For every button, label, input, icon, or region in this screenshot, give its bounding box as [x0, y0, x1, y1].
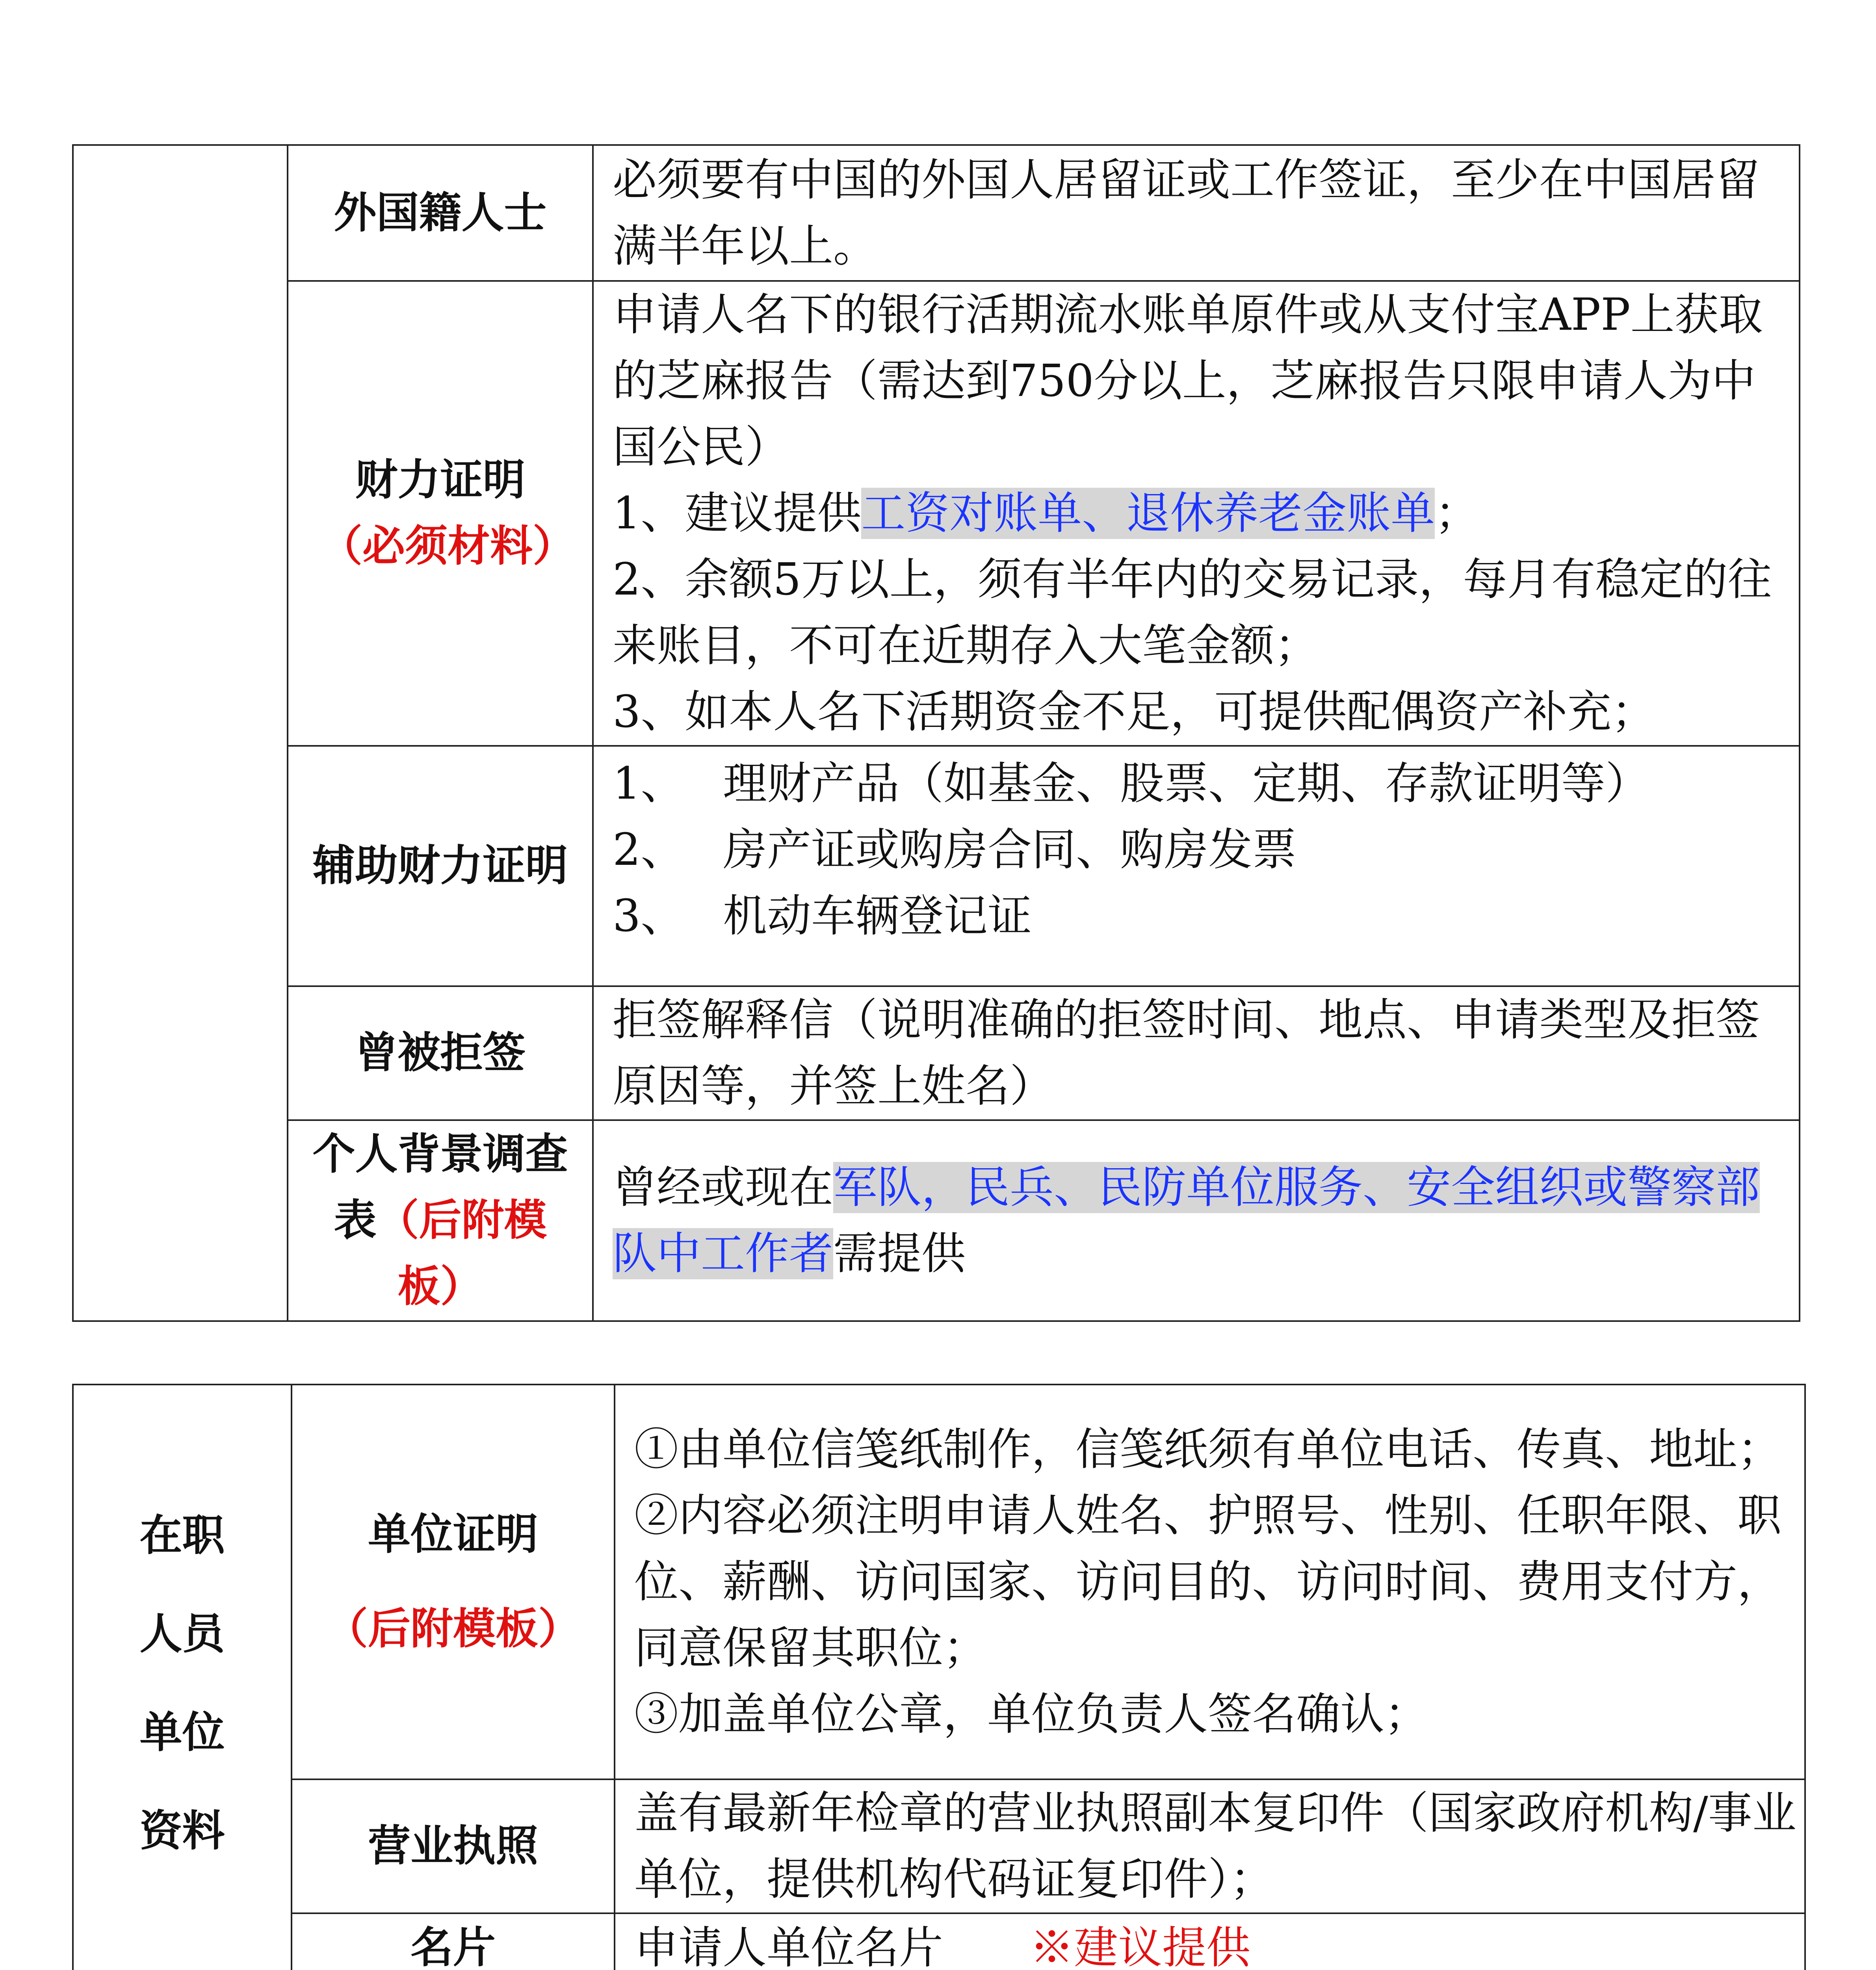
business-license-content: 盖有最新年检章的营业执照副本复印件（国家政府机构/事业单位，提供机构代码证复印件）；	[615, 1779, 1805, 1913]
aux-item-1: 1、 理财产品（如基金、股票、定期、存款证明等）	[613, 758, 1649, 809]
template-note: （后附模板）	[376, 1196, 547, 1311]
refused-visa-content: 拒签解释信（说明准确的拒签时间、地点、申请类型及拒签原因等，并签上姓名）	[593, 986, 1800, 1120]
aux-item-3: 3、 机动车辆登记证	[613, 890, 1032, 942]
background-check-label: 个人背景调查表（后附模板）	[288, 1120, 593, 1321]
aux-financial-label: 辅助财力证明	[288, 746, 593, 986]
financial-proof-content	[593, 281, 1800, 746]
suggest-note: ※建议提供	[1030, 1922, 1250, 1970]
financial-item-2: 2、余额5万以上，须有半年内的交易记录，每月有稳定的往来账目，不可在近期存入大笔金额；	[613, 554, 1772, 671]
refused-visa-label: 曾被拒签	[288, 986, 593, 1120]
aux-financial-content	[593, 746, 1800, 986]
aux-item-2: 2、 房产证或购房合同、购房发票	[613, 824, 1296, 875]
financial-item-1: 1、建议提供工资对账单、退休养老金账单；	[613, 488, 1479, 539]
foreigner-label: 外国籍人士	[288, 145, 593, 281]
business-card-label: 名片	[292, 1913, 615, 1970]
financial-item-3: 3、如本人名下活期资金不足，可提供配偶资产补充；	[613, 686, 1656, 738]
highlighted-text: 军队，民兵、民防单位服务、安全组织或警察部队中工作者	[613, 1162, 1760, 1279]
highlighted-text: 工资对账单、退休养老金账单	[861, 488, 1435, 539]
employed-group-label: 在职人员单位资料	[73, 1385, 292, 1970]
financial-proof-label: 财力证明 （必须材料）	[288, 281, 593, 746]
unit-certificate-label: 单位证明 （后附模板）	[292, 1385, 615, 1779]
background-check-content: 曾经或现在军队，民兵、民防单位服务、安全组织或警察部队中工作者需提供	[593, 1120, 1800, 1321]
requirements-table-2	[72, 1384, 1806, 1970]
business-license-label: 营业执照	[292, 1779, 615, 1913]
requirements-table-1	[72, 144, 1800, 1322]
business-card-content: 申请人单位名片 ※建议提供	[615, 1913, 1805, 1970]
template-note: （后附模板）	[325, 1604, 581, 1654]
unit-certificate-content: ①由单位信笺纸制作，信笺纸须有单位电话、传真、地址； ②内容必须注明申请人姓名、护照号、性别、任职年限、职位、薪酬、访问国家、访问目的、访问时间、费用支付方，同意保留其职位； ③加盖单位公章，单位负责人签名确认；	[615, 1385, 1805, 1779]
financial-intro: 申请人名下的银行活期流水账单原件或从支付宝APP上获取的芝麻报告（需达到750分以上，芝麻报告只限申请人为中国公民）	[613, 289, 1763, 473]
required-note: （必须材料）	[320, 522, 576, 571]
empty-group-cell	[73, 145, 288, 1321]
foreigner-content: 必须要有中国的外国人居留证或工作签证，至少在中国居留满半年以上。	[593, 145, 1800, 281]
